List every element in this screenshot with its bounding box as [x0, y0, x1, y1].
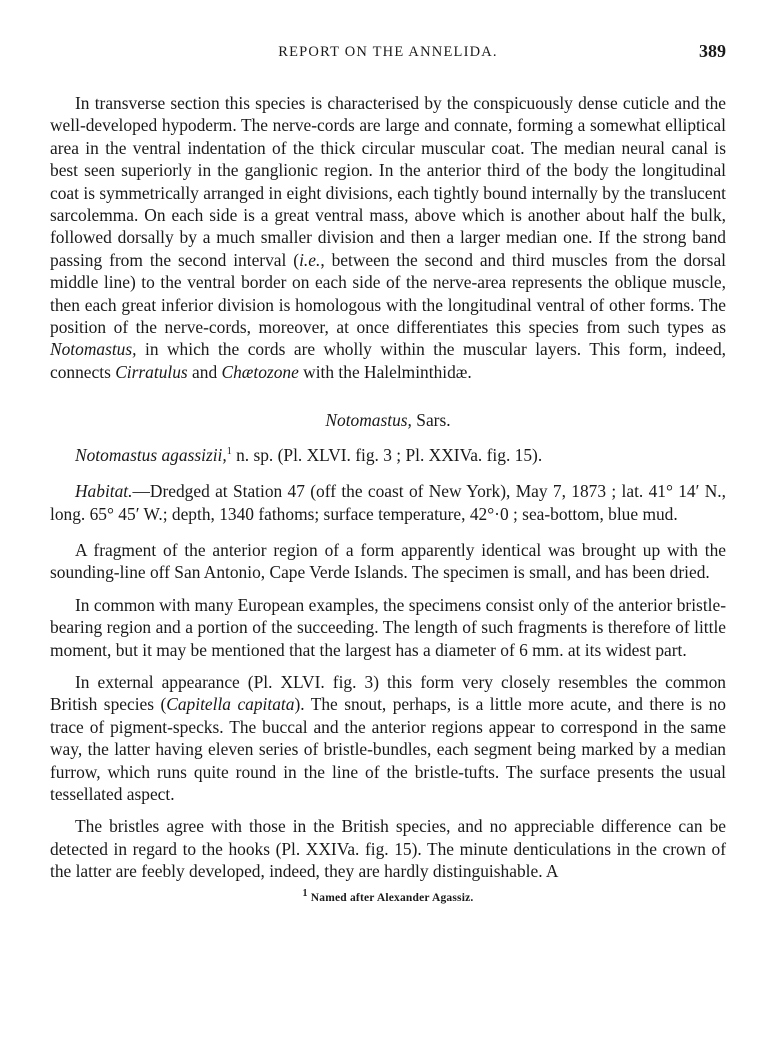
genus-heading: [50, 409, 726, 431]
paragraph-text: , between the second and third muscles from the dorsal middle line) to the ventral border on each side of the nerve-area represents the oblique muscle, then each great inferior division is homologous with the longitudinal ventral of other forms. The position of the nerve-cords, moreover, at once differentiates this species from such types as: [50, 249, 726, 338]
running-title: REPORT ON THE ANNELIDA.: [278, 44, 498, 60]
paragraph-text: ). The snout, perhaps, is a little more acute, and there is no trace of pigment-specks. The buccal and the anterior regions appear to correspond in the same way, the latter having eleven series of bristle-bundles, each segment being marked by a median furrow, which runs quite round in the line of the bristle-tufts. The surface presents the usual tessellated aspect.: [50, 694, 727, 804]
page-header: [50, 41, 726, 68]
species-capitella: Capitella capitata: [166, 694, 295, 715]
genus-name: Notomastus,: [325, 410, 412, 431]
paragraph-bristles: The bristles agree with those in the British species, and no appreciable difference can be detected in regard to the hooks (Pl. XXIVa. fig. 15). The minute denticulations in the crown of the latter are feebly developed, indeed, they are hardly distinguishable. A: [50, 816, 726, 882]
italic-ie: i.e.: [299, 249, 321, 270]
species-plate-reference: n. sp. (Pl. XLVI. fig. 3 ; Pl. XXIVa. fig. 15).: [231, 444, 543, 465]
paragraph-text: in which the cords are wholly within the muscular layers. This form, indeed, connects: [50, 339, 726, 382]
genus-cirratulus: Cirratulus: [115, 361, 188, 382]
paragraph-text: and: [187, 361, 222, 382]
paragraph-text: In transverse section this species is characterised by the conspicuously dense cuticle and the well-developed hypoderm. The nerve-cords are large and connate, forming a somewhat elliptical area in the ventral indentation of the thick circular muscular coat. The median neural canal is best seen superiorly in the ganglionic region. In the anterior third of the body the longitudinal coat is symmetrically arranged in eight divisions, each tightly bound internally by the translucent sarcolemma. On each side is a great ventral mass, above which is another about half the bulk, followed dorsally by a much smaller division and then a larger median one. If the strong band passing from the second interval (: [50, 93, 726, 270]
paragraph-fragment: A fragment of the anterior region of a form apparently identical was brought up with the sounding-line off San Antonio, Cape Verde Islands. The specimen is small, and has been dried.: [50, 539, 726, 583]
habitat-paragraph: [50, 480, 726, 525]
paragraph-text: In external appearance (Pl. XLVI. fig. 3) this form very closely resembles the common British species (: [50, 671, 726, 715]
genus-chaetozone: Chætozone: [221, 361, 299, 382]
page-body: [50, 92, 726, 909]
paragraph-transverse-section: [50, 92, 726, 383]
paragraph-european-examples: In common with many European examples, the specimens consist only of the anterior bristle-bearing region and a portion of the succeeding. The length of such fragments is therefore of little moment, but it may be mentioned that the largest has a diameter of 6 mm. at its widest part.: [50, 594, 726, 660]
paragraph-external-appearance: [50, 671, 726, 805]
species-heading: [50, 444, 726, 466]
footnote-mark: 1: [302, 887, 308, 899]
paragraph-text: with the Halelminthidæ.: [298, 361, 472, 382]
footnote: [50, 887, 726, 909]
habitat-text: —Dredged at Station 47 (off the coast of New York), May 7, 1873 ; lat. 41° 14′ N., long. 65° 45′ W.; depth, 1340 fathoms; surface temperature, 42°·0 ; sea-bottom, blue mud.: [50, 481, 726, 524]
page-number: 389: [699, 41, 726, 61]
species-name: Notomastus agassizii,: [75, 444, 227, 465]
footnote-text: Named after Alexander Agassiz.: [307, 891, 474, 904]
footnote-reference: 1: [226, 445, 232, 457]
habitat-label: Habitat.: [75, 481, 133, 502]
genus-author: Sars.: [411, 410, 451, 431]
genus-notomastus: Notomastus,: [50, 339, 137, 360]
